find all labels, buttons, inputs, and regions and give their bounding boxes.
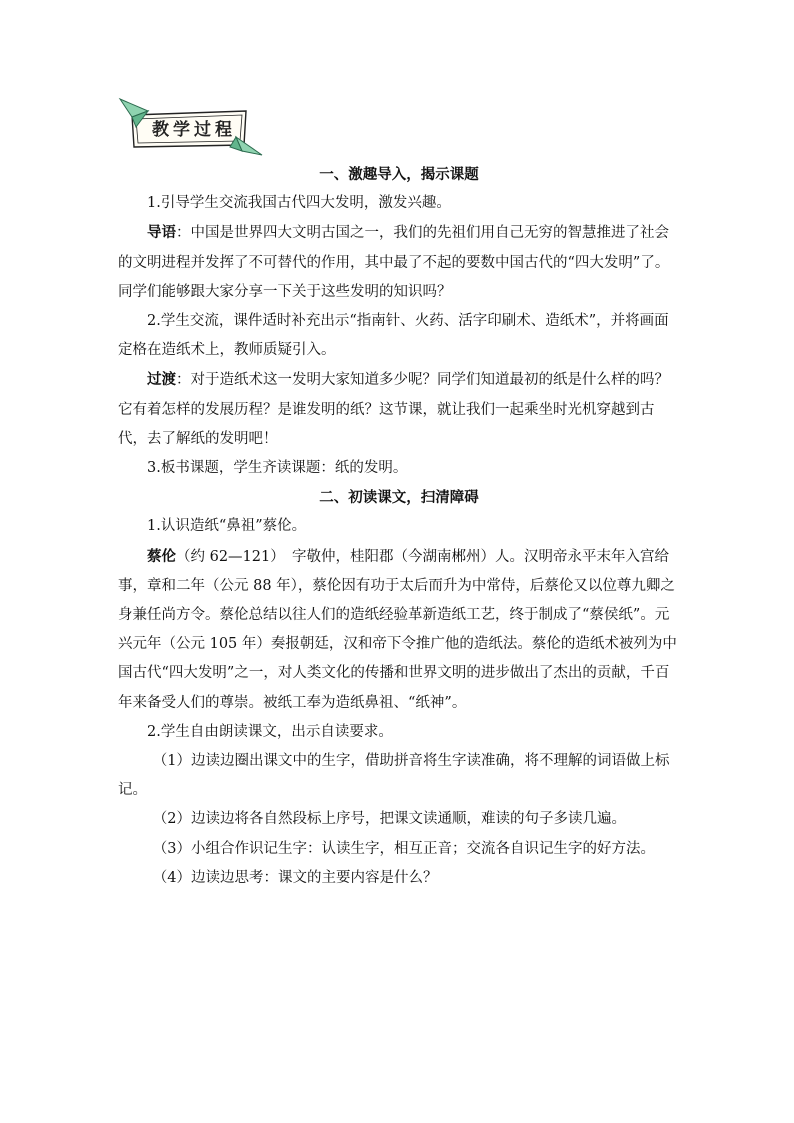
list-item: （4）边读边思考：课文的主要内容是什么？	[152, 869, 438, 886]
section-banner	[118, 97, 264, 159]
lead-label: 蔡伦	[147, 547, 176, 565]
section-heading-2: 二、初读课文，扫清障碍	[319, 489, 479, 507]
lead-label: 过渡	[147, 371, 176, 389]
paragraph-text: （约 62—121） 字敬仲，桂阳郡（今湖南郴州）人。汉明帝永平末年入宫给事，章和二年（公元 88 年），蔡伦因有功于太后而升为中常侍，后蔡伦又以位尊九卿之身兼任尚方令。蔡伦总结以往人们的造纸经验革新造纸工艺，终于制成了“蔡侯纸”。元兴元年（公元 105 年）奏报朝廷，汉和帝下令推广他的造纸法。蔡伦的造纸术被列为中国古代“四大发明”之一，对人类文化的传播和世界文明的进步做出了杰出的贡献，千百年来备受人们的尊崇。被纸工奉为造纸鼻祖、“纸神”。	[118, 548, 677, 711]
paragraph-text: 对于造纸术这一发明大家知道多少呢？同学们知道最初的纸是什么样的吗？它有着怎样的发展历程？是谁发明的纸？这节课，就让我们一起乘坐时光机穿越到古代，去了解纸的发明吧！	[118, 372, 669, 447]
lesson-content	[118, 160, 680, 893]
list-item: （1）边读边圈出课文中的生字，借助拼音将生字读准确，将不理解的词语做上标记。	[118, 753, 670, 799]
paragraph: 1.认识造纸“鼻祖”蔡伦。	[147, 518, 307, 535]
list-item: （3）小组合作识记生字：认读生字，相互正音；交流各自识记生字的好方法。	[152, 840, 656, 857]
lead-label: 导语	[147, 224, 176, 242]
paragraph-text: 中国是世界四大文明古国之一，我们的先祖们用自己无穷的智慧推进了社会的文明进程并发挥了不可替代的作用，其中最了不起的要数中国古代的“四大发明”了。同学们能够跟大家分享一下关于这些发明的知识吗？	[118, 225, 670, 300]
paragraph-transition: 过渡：对于造纸术这一发明大家知道多少呢？同学们知道最初的纸是什么样的吗？它有着怎样的发展历程？是谁发明的纸？这节课，就让我们一起乘坐时光机穿越到古代，去了解纸的发明吧！	[118, 371, 669, 447]
banner-title: 教学过程	[152, 120, 236, 140]
paragraph: 1.引导学生交流我国古代四大发明，激发兴趣。	[147, 195, 451, 212]
section-heading-1: 一、激趣导入，揭示课题	[319, 166, 479, 183]
list-item: （2）边读边将各自然段标上序号，把课文读通顺，难读的句子多读几遍。	[152, 811, 627, 828]
paragraph-guide: 导语：中国是世界四大文明古国之一，我们的先祖们用自己无穷的智慧推进了社会的文明进程并发挥了不可替代的作用，其中最了不起的要数中国古代的“四大发明”了。同学们能够跟大家分享一下关于这些发明的知识吗？	[118, 224, 670, 300]
paragraph: 3.板书课题，学生齐读课题：纸的发明。	[147, 460, 408, 477]
paragraph-biography	[118, 542, 680, 718]
paragraph: 2.学生自由朗读课文，出示自读要求。	[147, 723, 393, 740]
paragraph: 2.学生交流，课件适时补充出示“指南针、火药、活字印刷术、造纸术”，并将画面定格在造纸术上，教师质疑引入。	[118, 313, 669, 359]
